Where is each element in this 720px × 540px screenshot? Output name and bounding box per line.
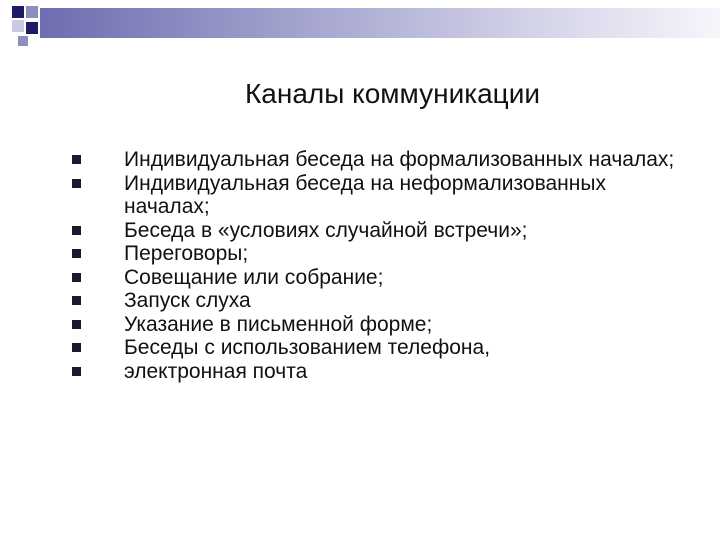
list-item	[72, 242, 692, 266]
decor-square-light	[12, 20, 24, 32]
square-bullet-icon	[72, 320, 81, 329]
list-item	[72, 289, 692, 313]
list-item-text: Индивидуальная беседа на формализованных началах;	[124, 148, 675, 171]
square-bullet-icon	[72, 296, 81, 305]
list-item-text: Запуск слуха	[124, 289, 251, 312]
list-item-text: Беседа в «условиях случайной встречи»;	[124, 218, 528, 242]
list-item	[72, 336, 692, 360]
list-item	[72, 219, 692, 243]
square-bullet-icon	[72, 367, 81, 376]
decor-square-dark-2	[26, 22, 38, 34]
list-item-text: Беседы с использованием телефона,	[124, 336, 491, 359]
list-item	[72, 360, 692, 384]
decor-square-dark	[12, 6, 24, 18]
square-bullet-icon	[72, 273, 81, 282]
slide-title: Каналы коммуникации	[245, 78, 540, 109]
square-bullet-icon	[72, 155, 81, 164]
list-item-text: электронная почта	[124, 359, 308, 383]
square-bullet-icon	[72, 179, 81, 188]
square-bullet-icon	[72, 343, 81, 352]
list-item-text: Переговоры;	[124, 242, 249, 265]
list-item	[72, 148, 692, 172]
square-bullet-icon	[72, 226, 81, 235]
bullet-list	[72, 148, 692, 383]
square-bullet-icon	[72, 249, 81, 258]
header-gradient-bar	[40, 8, 720, 38]
decor-square-mid	[26, 6, 38, 18]
list-item-text: Указание в письменной форме;	[124, 312, 433, 336]
list-item	[72, 172, 692, 219]
list-item-text: Индивидуальная беседа на неформализованных началах;	[124, 171, 606, 218]
decor-square-mid-2	[18, 36, 28, 46]
list-item	[72, 313, 692, 337]
list-item	[72, 266, 692, 290]
list-item-text: Совещание или собрание;	[124, 265, 384, 289]
